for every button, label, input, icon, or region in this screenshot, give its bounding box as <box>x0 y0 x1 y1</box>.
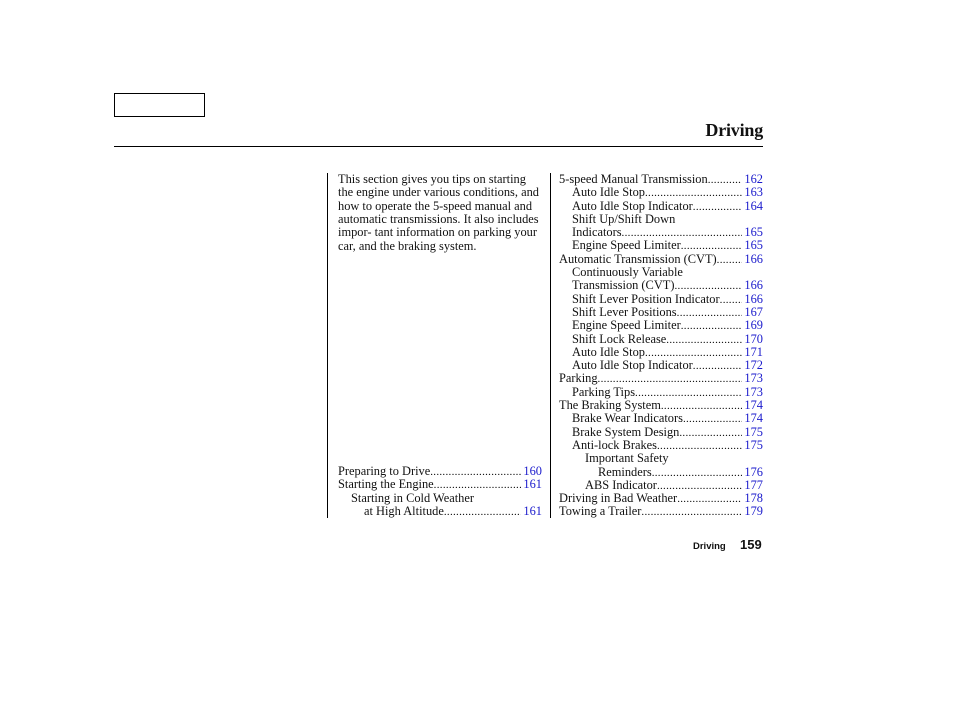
toc-entry[interactable] <box>559 426 763 439</box>
toc-entry[interactable] <box>559 505 763 518</box>
toc-entry-label: Parking Tips <box>572 385 636 399</box>
toc-entry[interactable] <box>559 346 763 359</box>
toc-leader-dots <box>681 319 743 332</box>
toc-page-link[interactable]: 173 <box>744 372 763 386</box>
header-rule <box>114 146 763 147</box>
right-toc-list <box>559 173 763 519</box>
toc-leader-dots <box>652 466 743 479</box>
toc-entry-label: The Braking System <box>559 399 661 413</box>
toc-entry-label: Brake System Design <box>572 425 680 439</box>
toc-entry-label: Shift Lever Positions <box>572 305 677 319</box>
intro-paragraph: This section gives you tips on starting the engine under various conditions, and how to operate the 5-speed manual and automatic transmissions. It also includes impor- tant information on parking your car, and the braking system. <box>338 172 539 253</box>
toc-entry <box>338 492 542 505</box>
toc-entry-label: Brake Wear Indicators <box>572 412 683 426</box>
toc-entry <box>559 213 763 226</box>
toc-entry-label: Important Safety <box>585 452 669 466</box>
toc-leader-dots <box>641 505 742 518</box>
toc-page-link[interactable]: 178 <box>744 492 763 506</box>
page-title: Driving <box>705 120 763 140</box>
toc-page-link[interactable]: 166 <box>744 292 763 306</box>
toc-entry[interactable] <box>559 293 763 306</box>
toc-entry-label: Automatic Transmission (CVT) <box>559 252 717 266</box>
toc-entry[interactable] <box>338 478 542 491</box>
toc-entry-label: Auto Idle Stop <box>572 186 645 200</box>
toc-leader-dots <box>677 492 742 505</box>
toc-page-link[interactable]: 162 <box>744 173 763 186</box>
left-column <box>327 173 541 518</box>
toc-entry-label: Transmission (CVT) <box>572 279 675 293</box>
toc-entry-label: Engine Speed Limiter <box>572 319 681 333</box>
toc-leader-dots <box>661 399 743 412</box>
toc-entry[interactable] <box>559 226 763 239</box>
toc-page-link[interactable]: 176 <box>744 465 763 479</box>
toc-entry-label: Continuously Variable <box>572 266 683 280</box>
toc-leader-dots <box>657 439 742 452</box>
toc-page-link[interactable]: 169 <box>744 319 763 333</box>
toc-page-link[interactable]: 165 <box>744 226 763 240</box>
toc-leader-dots <box>708 173 743 186</box>
toc-entry[interactable] <box>559 173 763 186</box>
toc-page-link[interactable]: 171 <box>744 345 763 359</box>
toc-entry[interactable] <box>559 186 763 199</box>
toc-page-link[interactable]: 165 <box>744 239 763 253</box>
toc-entry[interactable] <box>559 492 763 505</box>
toc-page-link[interactable]: 177 <box>744 478 763 492</box>
toc-page-link[interactable]: 167 <box>744 305 763 319</box>
toc-entry[interactable] <box>559 239 763 252</box>
toc-page-link[interactable]: 166 <box>744 279 763 293</box>
toc-entry[interactable] <box>559 439 763 452</box>
toc-leader-dots <box>635 386 742 399</box>
toc-entry-label: Auto Idle Stop Indicator <box>572 199 693 213</box>
toc-leader-dots <box>430 465 521 478</box>
toc-entry[interactable] <box>559 372 763 385</box>
toc-entry[interactable] <box>559 279 763 292</box>
toc-entry-label: ABS Indicator <box>585 478 657 492</box>
toc-leader-dots <box>683 412 742 425</box>
toc-leader-dots <box>720 293 743 306</box>
toc-page-link[interactable]: 163 <box>744 186 763 200</box>
toc-entry-label: Shift Up/Shift Down <box>572 212 676 226</box>
toc-entry-label: Parking <box>559 372 598 386</box>
toc-leader-dots <box>657 479 742 492</box>
footer-page-number: 159 <box>740 537 762 552</box>
toc-page-link[interactable]: 174 <box>744 399 763 413</box>
toc-page-link[interactable]: 166 <box>744 252 763 266</box>
toc-entry-label: Shift Lock Release <box>572 332 667 346</box>
toc-entry-label: Engine Speed Limiter <box>572 239 681 253</box>
toc-entry-label: 5-speed Manual Transmission <box>559 173 708 186</box>
toc-leader-dots <box>622 226 743 239</box>
toc-leader-dots <box>598 372 743 385</box>
toc-page-link[interactable]: 160 <box>523 465 542 478</box>
footer-section-label: Driving <box>693 541 726 552</box>
toc-entry-label: Shift Lever Position Indicator <box>572 292 720 306</box>
toc-entry[interactable] <box>559 359 763 372</box>
toc-entry[interactable] <box>338 465 542 478</box>
toc-entry-label: at High Altitude <box>364 504 444 518</box>
toc-leader-dots <box>434 478 522 491</box>
section-tab-box <box>114 93 205 117</box>
toc-entry[interactable] <box>559 319 763 332</box>
toc-page-link[interactable]: 161 <box>523 504 542 518</box>
toc-entry[interactable] <box>559 399 763 412</box>
toc-entry-label: Auto Idle Stop Indicator <box>572 359 693 373</box>
toc-leader-dots <box>645 186 742 199</box>
toc-page-link[interactable]: 161 <box>523 478 542 492</box>
toc-leader-dots <box>693 359 743 372</box>
toc-page-link[interactable]: 174 <box>744 412 763 426</box>
toc-entry[interactable] <box>559 412 763 425</box>
toc-leader-dots <box>681 239 743 252</box>
toc-page-link[interactable]: 172 <box>744 359 763 373</box>
toc-page-link[interactable]: 175 <box>744 438 763 452</box>
toc-entry[interactable] <box>559 466 763 479</box>
toc-leader-dots <box>666 333 742 346</box>
toc-entry-label: Reminders <box>598 465 652 479</box>
toc-entry-label: Towing a Trailer <box>559 505 642 519</box>
toc-entry[interactable] <box>559 333 763 346</box>
toc-entry[interactable] <box>559 479 763 492</box>
toc-leader-dots <box>674 279 742 292</box>
toc-entry[interactable] <box>559 200 763 213</box>
toc-entry-label: Indicators <box>572 226 622 240</box>
toc-entry-label: Driving in Bad Weather <box>559 492 678 506</box>
right-column <box>550 173 763 518</box>
toc-entry <box>559 452 763 465</box>
toc-entry[interactable] <box>559 306 763 319</box>
toc-entry-label: Preparing to Drive <box>338 465 431 478</box>
toc-page-link[interactable]: 164 <box>744 199 763 213</box>
toc-entry-label: Anti-lock Brakes <box>572 438 657 452</box>
toc-page-link[interactable]: 170 <box>744 332 763 346</box>
toc-page-link[interactable]: 175 <box>744 425 763 439</box>
left-toc-list <box>338 465 542 518</box>
toc-leader-dots <box>677 306 743 319</box>
toc-leader-dots <box>679 426 742 439</box>
toc-leader-dots <box>645 346 742 359</box>
toc-entry[interactable] <box>559 386 763 399</box>
toc-leader-dots <box>444 505 522 518</box>
toc-entry-label: Starting in Cold Weather <box>351 491 475 505</box>
toc-entry[interactable] <box>559 253 763 266</box>
toc-entry[interactable] <box>338 505 542 518</box>
toc-entry-label: Auto Idle Stop <box>572 345 645 359</box>
toc-leader-dots <box>717 253 743 266</box>
toc-leader-dots <box>693 200 743 213</box>
toc-page-link[interactable]: 173 <box>744 385 763 399</box>
toc-entry <box>559 266 763 279</box>
toc-page-link[interactable]: 179 <box>744 505 763 519</box>
toc-entry-label: Starting the Engine <box>338 478 434 492</box>
